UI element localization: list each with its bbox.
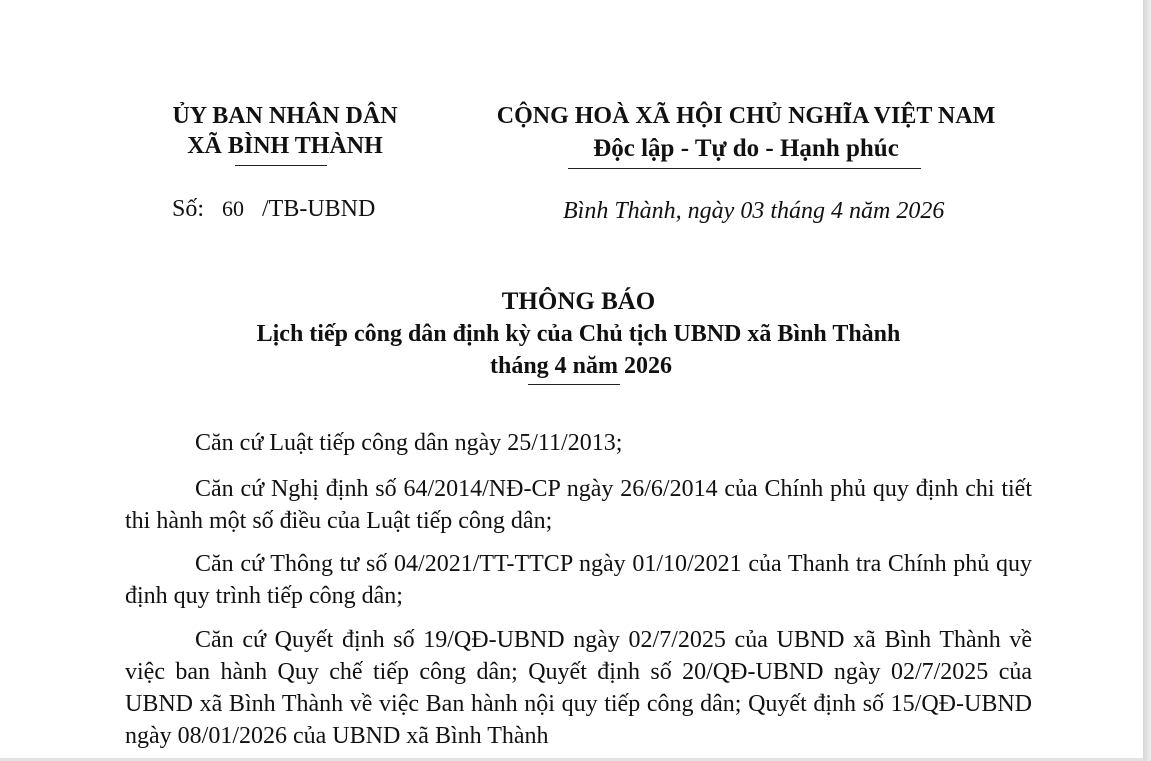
paragraph-text: Căn cứ Thông tư số 04/2021/TT-TTCP ngày 01/10/2021 của Thanh tra Chính phủ quy định quy trình tiếp công dân; xyxy=(125,551,1032,609)
motto-underline xyxy=(568,168,921,169)
title-underline xyxy=(528,384,620,385)
national-motto: Độc lập - Tự do - Hạnh phúc xyxy=(593,135,899,162)
body-paragraph xyxy=(125,624,1032,752)
paragraph-text: Căn cứ Nghị định số 64/2014/NĐ-CP ngày 26/6/2014 của Chính phủ quy định chi tiết thi hành một số điều của Luật tiếp công dân; xyxy=(125,476,1032,534)
document-number-suffix: /TB-UBND xyxy=(262,196,376,222)
body-paragraph xyxy=(125,473,1032,537)
issuing-agency-line1: ỦY BAN NHÂN DÂN xyxy=(172,103,398,129)
issuing-agency-line2: XÃ BÌNH THÀNH xyxy=(187,133,383,159)
document-number-value: 60 xyxy=(222,196,245,221)
document-subtitle: Lịch tiếp công dân định kỳ của Chủ tịch UBND xã Bình Thành xyxy=(256,321,901,347)
national-title: CỘNG HOÀ XÃ HỘI CHỦ NGHĨA VIỆT NAM xyxy=(496,103,996,129)
page-edge-shadow xyxy=(1143,0,1151,761)
document-number-prefix: Số: xyxy=(172,196,205,222)
place-and-date: Bình Thành, ngày 03 tháng 4 năm 2026 xyxy=(563,198,945,224)
agency-underline xyxy=(235,165,327,166)
paragraph-text: Căn cứ Luật tiếp công dân ngày 25/11/2013; xyxy=(195,430,623,456)
body-paragraph xyxy=(125,548,1032,612)
body-paragraph xyxy=(125,427,1032,459)
document-title: THÔNG BÁO xyxy=(501,288,656,315)
document-subtitle-period: tháng 4 năm 2026 xyxy=(489,353,673,379)
paragraph-text: Căn cứ Quyết định số 19/QĐ-UBND ngày 02/7/2025 của UBND xã Bình Thành về việc ban hành Quy chế tiếp công dân; Quyết định số 20/QĐ-UBND ngày 02/7/2025 của UBND xã Bình Thành về việc Ban hành nội quy tiếp công dân; Quyết định số 15/QĐ-UBND ngày 08/01/2026 của UBND xã Bình Thành xyxy=(125,627,1032,749)
document-number xyxy=(172,196,375,223)
